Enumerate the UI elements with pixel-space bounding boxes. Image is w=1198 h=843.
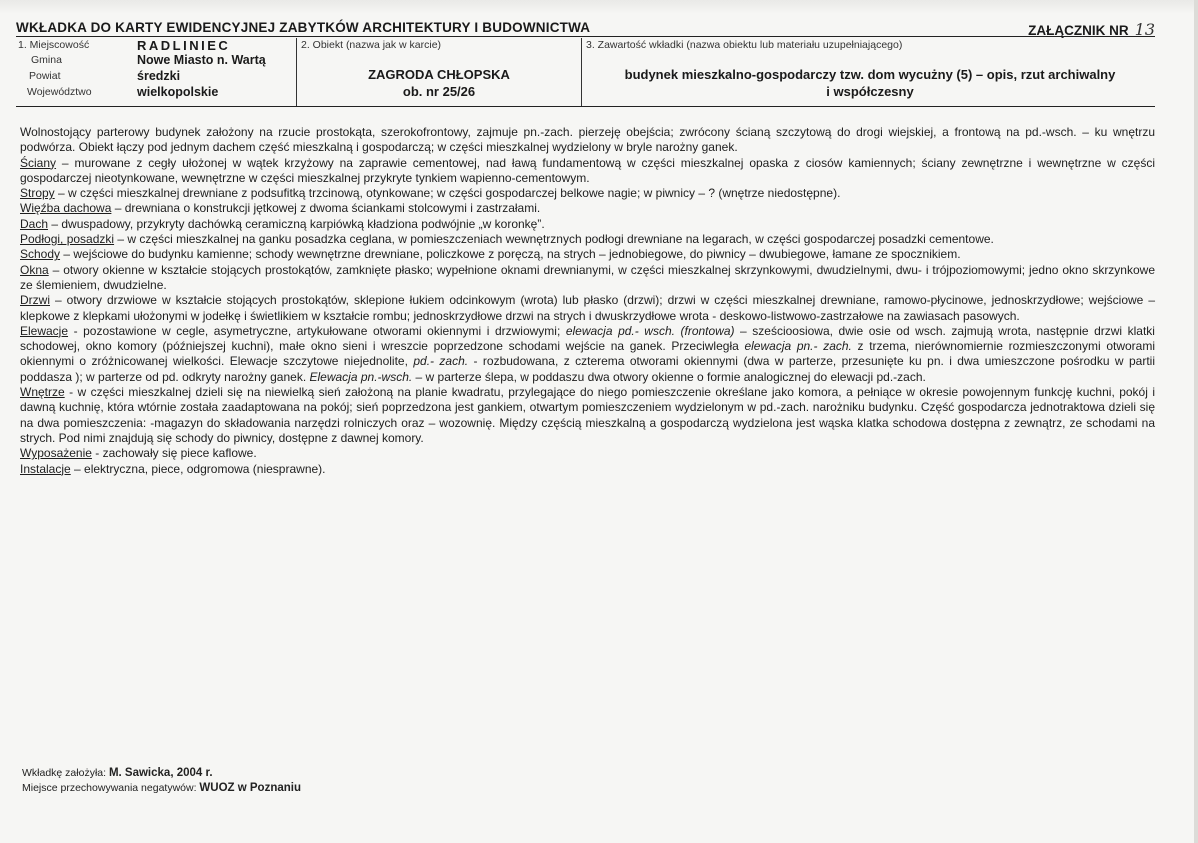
floors-text: – w części mieszkalnej na ganku posadzka ceglana, w pomieszczeniach wewnętrznych podłogi drewniane na legarach, w części gospodarczej posadzki cementowe. (114, 232, 994, 247)
label-powiat: Powiat (29, 70, 61, 82)
elevations-paragraph (20, 324, 1155, 385)
value-city: RADLINIEC (137, 38, 231, 53)
truss-term: Więźba dachowa (20, 201, 112, 216)
info-table (16, 38, 1155, 107)
walls-term: Ściany (20, 155, 57, 170)
object-caption: 2. Obiekt (nazwa jak w karcie) (301, 39, 442, 51)
roof-term: Dach (20, 216, 49, 231)
walls-text: – murowane z cegły ułożonej w wątek krzyżowy na zaprawie cementowej, nad ławą fundamentową w części mieszkalnej opaska z ciosów kamiennych; ściany zewnętrzne i wewnętrzne w części gospodarczej nieotynkowane, wewnętrzne w części mieszkalnej przykryte tynkiem wapienno-cementowym. (20, 155, 1155, 185)
elevations-text-4: - rozbudowana, z czterema otworami okiennymi (dwa w parterze, przesunięte ku pn. i dwa umieszczone pośrodku w partii poddasza ); w parterze od pd. odkryty narożny ganek. (20, 354, 1155, 384)
value-woj: wielkopolskie (137, 85, 219, 99)
elevations-em-4: Elewacja pn.-wsch. (309, 369, 413, 384)
location-row-gmina (16, 54, 296, 69)
annex-number: 13 (1134, 20, 1155, 39)
description-body (20, 125, 1155, 477)
stairs-paragraph (20, 247, 1155, 262)
equipment-text: - zachowały się piece kaflowe. (91, 446, 257, 461)
author-value: M. Sawicka, 2004 r. (108, 767, 213, 779)
stairs-text: – wejściowe do budynku kamienne; schody wewnętrzne drewniane, policzkowe z poręczą, na strych – jednobiegowe, do piwnicy – dwubiegowe, łamane ze spocznikiem. (60, 247, 961, 262)
label-woj: Województwo (27, 86, 92, 98)
roof-text: – dwuspadowy, przykryty dachówką ceramiczną karpiówką kładziona podwójnie „w koronkę”. (48, 216, 545, 231)
interior-paragraph (20, 385, 1155, 446)
elevations-em-3: pd.- zach. (413, 354, 469, 369)
scan-top-band (0, 0, 1198, 14)
location-row-city (16, 39, 296, 54)
equipment-paragraph (20, 446, 1155, 461)
location-row-powiat (16, 70, 296, 85)
content-name-line2: i współczesny (826, 84, 914, 99)
intro-paragraph: Wolnostojący parterowy budynek założony na rzucie prostokąta, szerokofrontowy, zajmuje pn.-zach. pierzeję obejścia; zwrócony ścianą szczytową do drogi wiejskiej, a frontową na pd.-wsch. – ku wnętrzu podwórza. Obiekt łączy pod jednym dachem część mieszkalną i gospodarczą; w części mieszkalnej wydzielony w bryle narożny ganek. (20, 125, 1155, 155)
content-name (582, 66, 1158, 100)
truss-paragraph (20, 201, 1155, 216)
interior-text: - w części mieszkalnej dzieli się na niewielką sień założoną na planie kwadratu, przylegające do niego pomieszczenie określane jako komora, a pełniące w okresie powojennym funkcję kuchni, pokój i dawną kuchnię, która wtórnie została zaadaptowana na pokój; sień poprzedzona jest gankiem, otwartym pomieszczeniem wydzielonym w pd.-zach. narożniku budynku. Część gospodarcza jednotraktowa dzieli się na dwa pomieszczenia: -magazyn do składowania narzędzi rolniczych oraz – wozownię. Między częścią mieszkalną a gospodarczą wydzielona jest wąska klatka schodowa dostępna z zewnątrz, ze schodami na strych. Pod nimi znajdują się schody do piwnicy, dostępne z dawnej komory. (20, 385, 1155, 445)
label-gmina: Gmina (31, 54, 62, 66)
elevations-text-1: - pozostawione w cegle, asymetryczne, artykułowane otworami okiennymi i drzwiowymi; (68, 323, 566, 338)
doors-text: – otwory drzwiowe w kształcie stojących prostokątów, sklepione łukiem odcinkowym (wrota) lub płasko (drzwi); drzwi w części mieszkalnej drewniane, ramowo-płycinowe, jednoskrzydłowe; wejściowe – klepkowe z klepkami ułożonymi w jodełkę i świetlikiem w kształcie rombu; jednoskrzydłowe drzwi na strych i dwuskrzydłowe wrota - deskowo-listwowo-zastrzałowe na zawiasach pasowych. (20, 293, 1155, 323)
storage-label: Miejsce przechowywania negatywów: (22, 782, 197, 794)
installations-term: Instalacje (20, 461, 71, 476)
elevations-em-1: elewacja pd.- wsch. (frontowa) (565, 323, 735, 338)
content-caption: 3. Zawartość wkładki (nazwa obiektu lub materiału uzupełniającego) (586, 39, 903, 51)
footer-author (22, 767, 213, 779)
annex-label-group (1028, 20, 1155, 39)
doors-term: Drzwi (20, 293, 50, 308)
truss-text: – drewniana o konstrukcji jętkowej z dwoma ściankami stolcowymi i zastrzałami. (111, 201, 541, 216)
elevations-em-2: elewacja pn.- zach. (744, 339, 852, 354)
object-cell (297, 38, 582, 106)
installations-paragraph (20, 462, 1155, 477)
footer-storage (22, 782, 301, 794)
equipment-term: Wyposażenie (20, 446, 92, 461)
object-name-line2: ob. nr 25/26 (402, 84, 476, 99)
annex-label: ZAŁĄCZNIK NR (1028, 23, 1129, 38)
content-name-line1: budynek mieszkalno-gospodarczy tzw. dom wycużny (5) – opis, rzut archiwalny (624, 67, 1116, 82)
author-label: Wkładkę założyła: (22, 767, 107, 779)
ceilings-term: Stropy (20, 186, 55, 201)
windows-text: – otwory okienne w kształcie stojących prostokątów, zamknięte płasko; wypełnione oknami drewnianymi, w części mieszkalnej skrzynkowymi, dwudzielnymi, dwu- i trójpoziomowymi; jedno okno skrzynkowe ze ślemieniem, dwudzielne. (20, 262, 1155, 292)
windows-term: Okna (20, 262, 49, 277)
value-gmina: Nowe Miasto n. Wartą (137, 53, 266, 67)
roof-paragraph (20, 217, 1155, 232)
doors-paragraph (20, 293, 1155, 324)
elevations-text-3: z trzema, nierównomiernie rozmieszczonymi otworami okiennymi o zróżnicowanej wielkości. Elewacje szczytowe niejednolite, (20, 339, 1155, 369)
location-row-woj (16, 86, 296, 101)
windows-paragraph (20, 263, 1155, 294)
walls-paragraph (20, 156, 1155, 187)
storage-value: WUOZ w Poznaniu (199, 782, 301, 794)
elevations-text-5: – w parterze ślepa, w poddaszu dwa otwory okienne o formie analogicznej do elewacji pd.-zach. (412, 369, 926, 384)
elevations-term: Elewacje (20, 323, 69, 338)
elevations-text-2: – sześcioosiowa, dwie osie od wsch. zajmują wrota, następnie drzwi klatki schodowej, okno komory (późniejszej kuchni), małe okno sieni i wreszcie poprzedzone schodami wejście na ganek. Przeciwległa (20, 323, 1155, 354)
floors-paragraph (20, 232, 1155, 247)
value-powiat: średzki (137, 69, 181, 83)
document-header (16, 20, 1155, 37)
interior-term: Wnętrze (20, 385, 65, 400)
ceilings-paragraph (20, 186, 1155, 201)
document-title: WKŁADKA DO KARTY EWIDENCYJNEJ ZABYTKÓW ARCHITEKTURY I BUDOWNICTWA (16, 20, 591, 35)
location-cell (16, 38, 297, 106)
installations-text: – elektryczna, piece, odgromowa (niesprawne). (70, 461, 326, 476)
floors-term: Podłogi, posadzki (20, 232, 115, 247)
stairs-term: Schody (20, 247, 61, 262)
label-city: 1. Miejscowość (18, 39, 90, 51)
scan-right-edge (1194, 0, 1198, 843)
ceilings-text: – w części mieszkalnej drewniane z podsufitką trzcinową, otynkowane; w części gospodarczej belkowe nagie; w piwnicy – ? (wnętrze niedostępne). (54, 186, 841, 201)
object-name (297, 66, 581, 100)
content-cell (582, 38, 1155, 106)
object-name-line1: ZAGRODA CHŁOPSKA (368, 67, 510, 82)
